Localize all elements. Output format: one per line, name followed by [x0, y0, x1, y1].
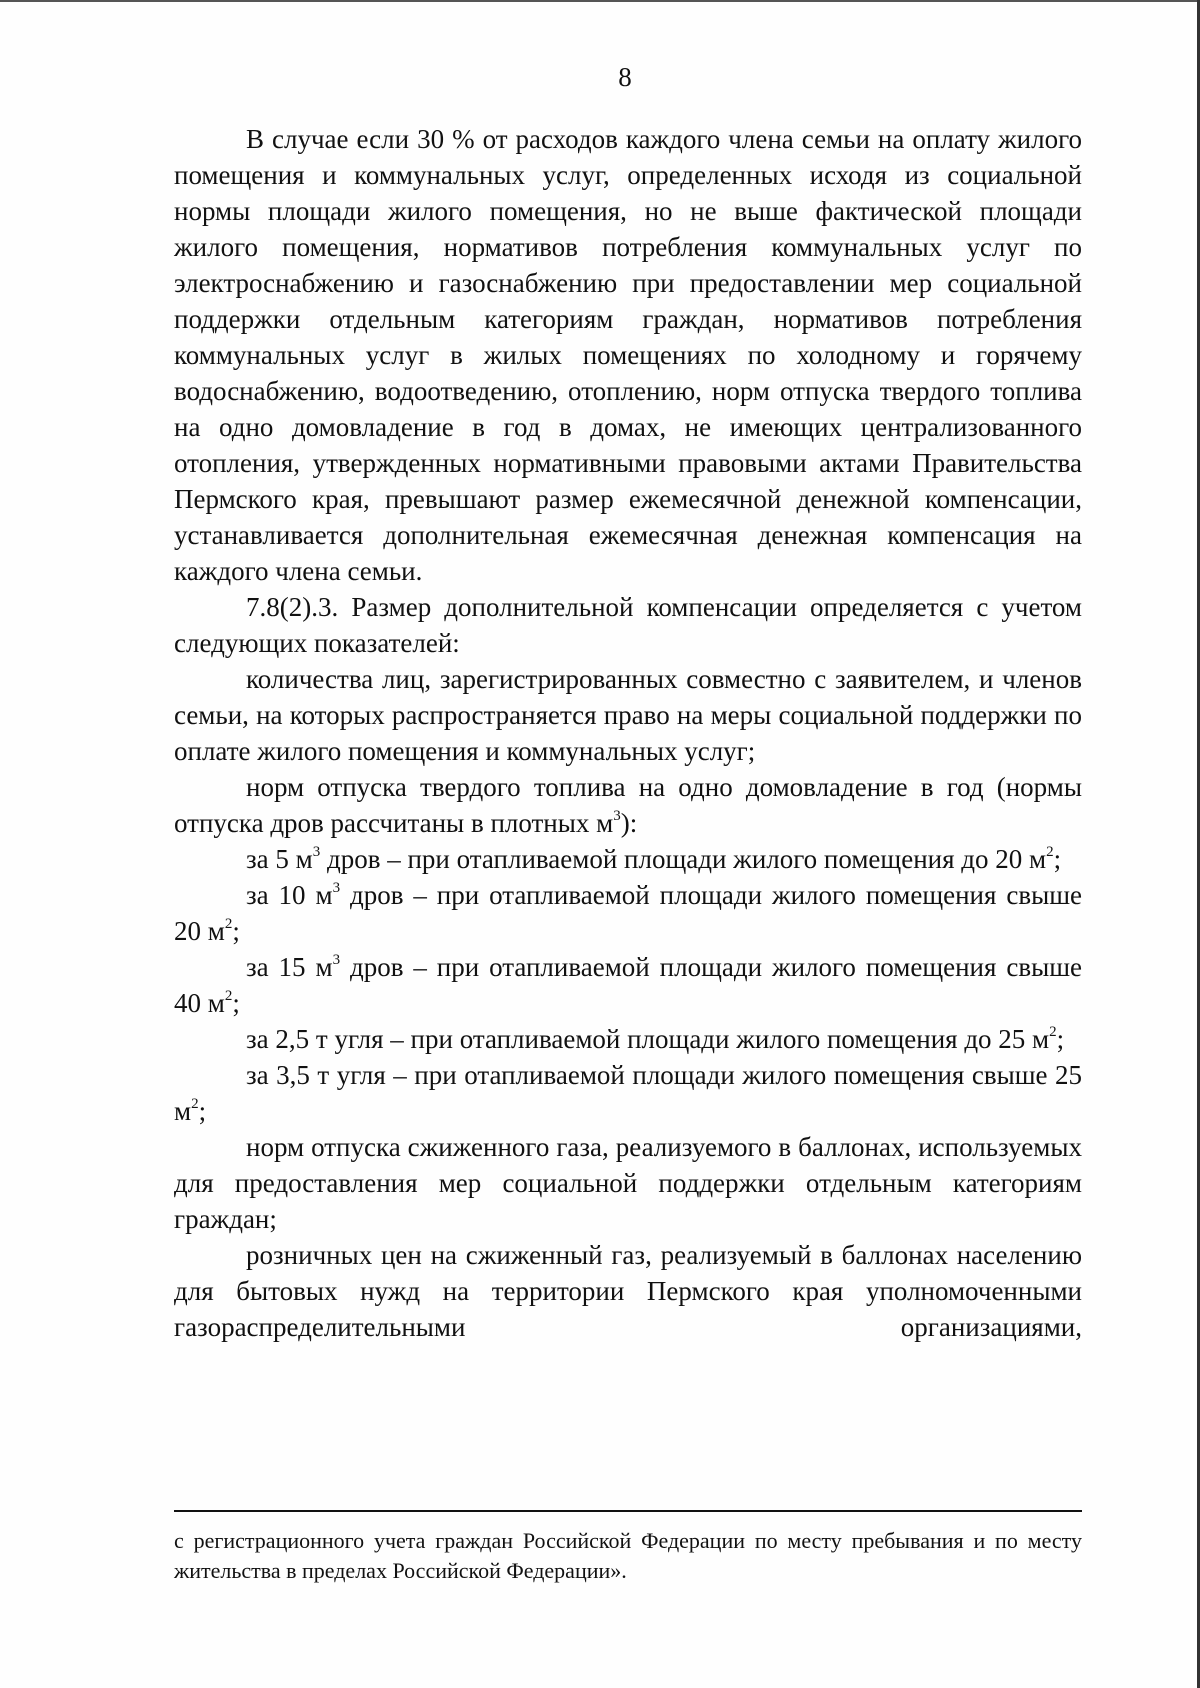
page-number: 8 — [618, 62, 632, 92]
superscript: 3 — [332, 952, 341, 968]
text-fragment: ): — [620, 808, 638, 838]
superscript: 2 — [224, 988, 233, 1004]
text-fragment: за 2,5 т угля – при отапливаемой площади жилого помещения до 25 м — [246, 1024, 1050, 1054]
text-fragment: за 3,5 т угля – при отапливаемой площади жилого помещения свыше 25 м — [174, 1060, 1082, 1126]
superscript: 3 — [613, 808, 621, 824]
paragraph-solid-fuel-norms — [174, 769, 1082, 841]
paragraph-lpg-norms: норм отпуска сжиженного газа, реализуемого в баллонах, используемых для предоставления мер социальной поддержки отдельным категориям граждан; — [174, 1132, 1082, 1234]
superscript: 2 — [191, 1096, 199, 1112]
paragraph-coal-3-5 — [174, 1057, 1082, 1129]
text-fragment: ; — [232, 916, 240, 946]
text-fragment: за 5 м — [246, 844, 313, 874]
paragraph-coal-2-5 — [174, 1021, 1082, 1057]
paragraph-firewood-5 — [174, 841, 1082, 877]
body-text — [174, 121, 1082, 1345]
paragraph-persons-count: количества лиц, зарегистрированных совместно с заявителем, и членов семьи, на которых распространяется право на меры социальной поддержки по оплате жилого помещения и коммунальных услуг; — [174, 664, 1082, 766]
paragraph-compensation-condition: В случае если 30 % от расходов каждого члена семьи на оплату жилого помещения и коммунальных услуг, определенных исходя из социальной нормы площади жилого помещения, но не выше фактической площади жилого помещения, нормативов потребления коммунальных услуг по электроснабжению и газоснабжению при предоставлении мер социальной поддержки отдельным категориям граждан, нормативов потребления коммунальных услуг в жилых помещениях по холодному и горячему водоснабжению, водоотведению, отоплению, норм отпуска твердого топлива на одно домовладение в год в домах, не имеющих централизованного отопления, утвержденных нормативными правовыми актами Правительства Пермского края, превышают размер ежемесячной денежной компенсации, устанавливается дополнительная ежемесячная денежная компенсация на каждого члена семьи. — [174, 124, 1082, 586]
text-fragment: ; — [1056, 1024, 1065, 1054]
paragraph-firewood-10 — [174, 877, 1082, 949]
superscript: 2 — [1046, 844, 1054, 860]
paragraph-firewood-15 — [174, 949, 1082, 1021]
text-fragment: дров – при отапливаемой площади жилого помещения до 20 м — [320, 844, 1047, 874]
text-fragment: норм отпуска твердого топлива на одно домовладение в год (нормы отпуска дров рассчитаны в плотных м — [174, 772, 1082, 838]
text-fragment: за 15 м — [246, 952, 333, 982]
superscript: 2 — [224, 916, 233, 932]
paragraph-7-8-2-3: 7.8(2).3. Размер дополнительной компенсации определяется с учетом следующих показателей: — [174, 592, 1082, 658]
footnote-divider — [174, 1510, 1082, 1512]
text-fragment: ; — [232, 988, 240, 1018]
footnote-text: с регистрационного учета граждан Российской Федерации по месту пребывания и по месту жительства в пределах Российской Федерации». — [174, 1528, 1082, 1583]
superscript: 3 — [312, 844, 321, 860]
text-fragment: дров – при отапливаемой площади жилого помещения свыше 40 м — [174, 952, 1082, 1018]
page-top-edge — [0, 0, 1200, 2]
text-fragment: за 10 м — [246, 880, 333, 910]
text-fragment: ; — [1053, 844, 1062, 874]
superscript: 3 — [332, 880, 341, 896]
paragraph-lpg-prices: розничных цен на сжиженный газ, реализуемый в баллонах населению для бытовых нужд на территории Пермского края уполномоченными газораспределительными организациями, — [174, 1240, 1082, 1342]
text-fragment: ; — [198, 1096, 207, 1126]
superscript: 2 — [1049, 1024, 1057, 1040]
text-fragment: дров – при отапливаемой площади жилого помещения свыше 20 м — [174, 880, 1082, 946]
